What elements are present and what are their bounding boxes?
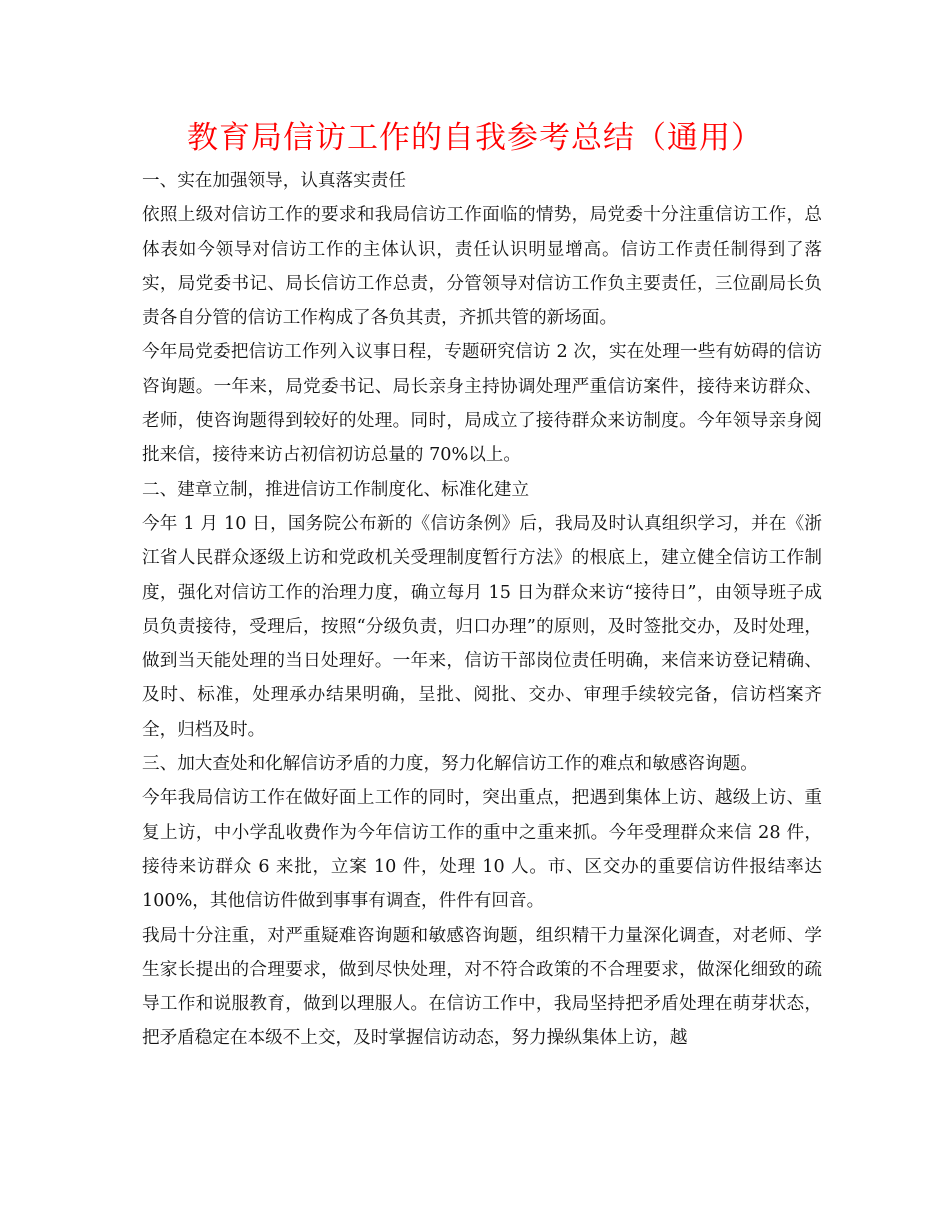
section-heading-2: 二、建章立制，推进信访工作制度化、标准化建立 — [142, 479, 530, 500]
section-heading-1: 一、实在加强领导，认真落实责任 — [142, 171, 406, 191]
document-title: 教育局信访工作的自我参考总结（通用） — [187, 120, 763, 156]
paragraph: 依照上级对信访工作的要求和我局信访工作面临的情势，局党委十分注重信访工作，总体表如今领导对信访工作的主体认识，责任认识明显增高。信访工作责任制得到了落实，局党委书记、局长信访工作总责，分管领导对信访工作负主要责任，三位副局长负责各自分管的信访工作构成了各负其责，齐抓共管的新场面。 — [142, 205, 822, 329]
paragraph: 今年我局信访工作在做好面上工作的同时，突出重点，把遇到集体上访、越级上访、重复上访，中小学乱收费作为今年信访工作的重中之重来抓。今年受理群众来信 28 件，接待来访群众 6 来批，立案 10 件，处理 10 人。市、区交办的重要信访件报结率达 100%，其他信访件做到事事有调查，件件有回音。 — [142, 788, 822, 912]
section-heading-3: 三、加大查处和化解信访矛盾的力度，努力化解信访工作的难点和敏感咨询题。 — [142, 754, 758, 775]
paragraph: 今年 1 月 10 日，国务院公布新的《信访条例》后，我局及时认真组织学习，并在《浙江省人民群众逐级上访和党政机关受理制度暂行方法》的根底上，建立健全信访工作制度，强化对信访工作的治理力度，确立每月 15 日为群众来访“接待日”，由领导班子成员负责接待，受理后，按照“分级负责，归口办理”的原则，及时签批交办，及时处理，做到当天能处理的当日处理好。一年来，信访干部岗位责任明确，来信来访登记精确、及时、标准，处理承办结果明确，呈批、阅批、交办、审理手续较完备，信访档案齐全，归档及时。 — [142, 513, 822, 740]
paragraph: 今年局党委把信访工作列入议事日程，专题研究信访 2 次，实在处理一些有妨碍的信访咨询题。一年来，局党委书记、局长亲身主持协调处理严重信访案件，接待来访群众、老师，使咨询题得到较好的处理。同时，局成立了接待群众来访制度。今年领导亲身阅批来信，接待来访占初信初访总量的 70%以上。 — [142, 342, 822, 466]
paragraph: 我局十分注重，对严重疑难咨询题和敏感咨询题，组织精干力量深化调查，对老师、学生家长提出的合理要求，做到尽快处理，对不符合政策的不合理要求，做深化细致的疏导工作和说服教育，做到以理服人。在信访工作中，我局坚持把矛盾处理在萌芽状态，把矛盾稳定在本级不上交，及时掌握信访动态，努力操纵集体上访，越 — [142, 925, 822, 1049]
document-body — [142, 164, 822, 1056]
